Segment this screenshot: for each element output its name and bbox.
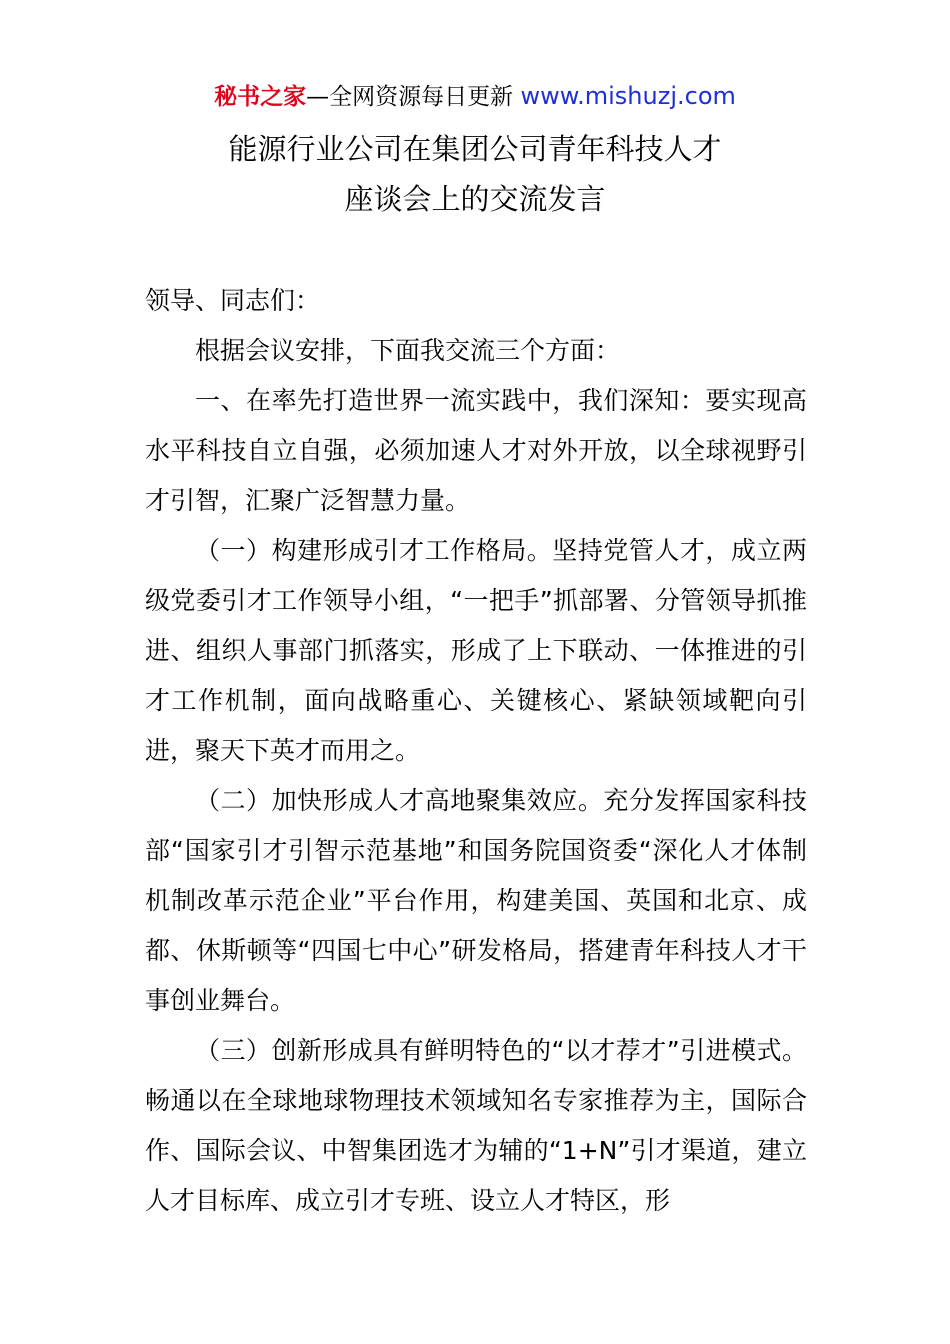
site-url-link[interactable]: www.mishuzj.com	[520, 82, 736, 110]
document-body	[145, 276, 807, 1226]
salutation: 领导、同志们：	[145, 286, 321, 315]
document-title-line-1: 能源行业公司在集团公司青年科技人才	[228, 132, 722, 166]
document-title-line-2: 座谈会上的交流发言	[344, 182, 606, 216]
paragraph-item-1: （一）构建形成引才工作格局。坚持党管人才，成立两级党委引才工作领导小组，“一把手”抓部署、分管领导抓推进、组织人事部门抓落实，形成了上下联动、一体推进的引才工作机制，面向战略重心、关键核心、紧缺领域靶向引进，聚天下英才而用之。	[145, 536, 807, 765]
paragraph-intro: 根据会议安排，下面我交流三个方面：	[195, 336, 621, 365]
paragraph-item-3: （三）创新形成具有鲜明特色的“以才荐才”引进模式。畅通以在全球地球物理技术领域知名专家推荐为主，国际合作、国际会议、中智集团选才为辅的“1+N”引才渠道，建立人才目标库、成立引才专班、设立人才特区，形	[145, 1036, 807, 1215]
site-brand: 秘书之家	[214, 84, 307, 110]
site-header	[0, 80, 950, 113]
site-tagline: —全网资源每日更新	[306, 84, 521, 110]
paragraph-section-1: 一、在率先打造世界一流实践中，我们深知：要实现高水平科技自立自强，必须加速人才对外开放，以全球视野引才引智，汇聚广泛智慧力量。	[145, 386, 807, 515]
paragraph-item-2: （二）加快形成人才高地聚集效应。充分发挥国家科技部“国家引才引智示范基地”和国务院国资委“深化人才体制机制改革示范企业”平台作用，构建美国、英国和北京、成都、休斯顿等“四国七中心”研发格局，搭建青年科技人才干事创业舞台。	[145, 786, 807, 1015]
